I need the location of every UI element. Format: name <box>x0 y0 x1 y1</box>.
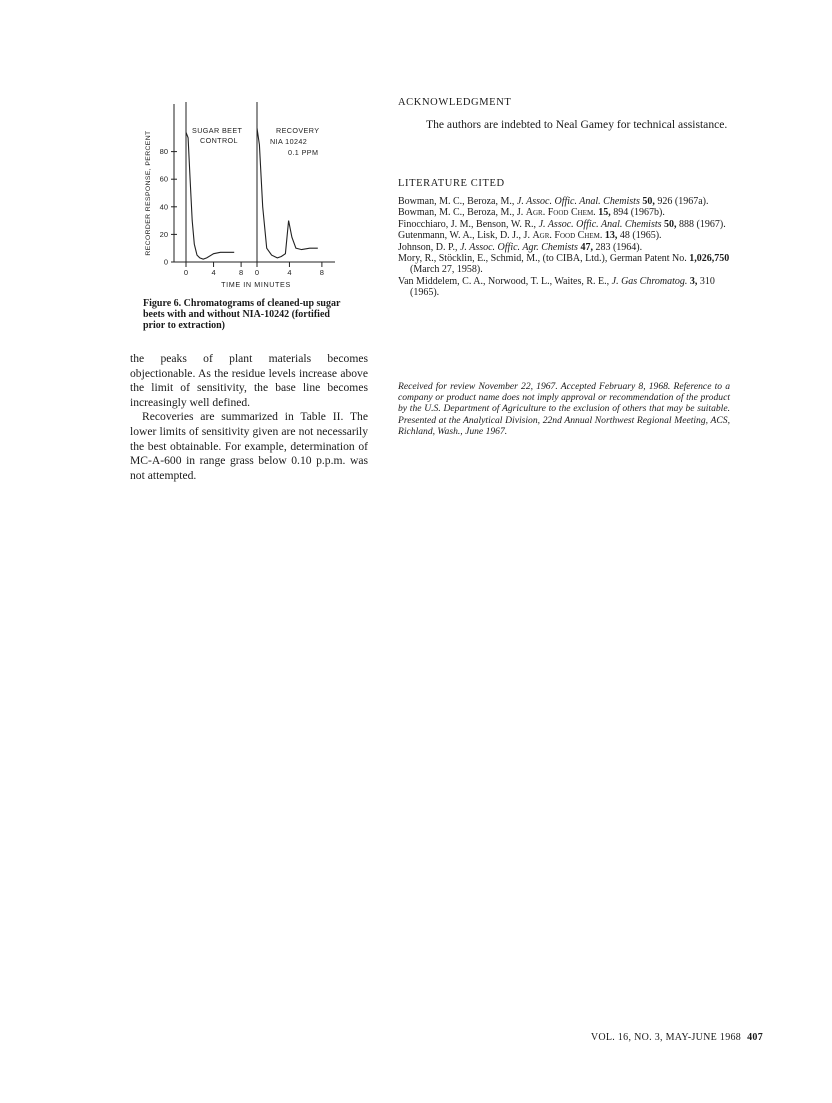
reference-journal: J. Assoc. Offic. Anal. Chemists <box>538 218 665 230</box>
page-number: 407 <box>747 1032 763 1043</box>
figure-caption-text: Chromatograms of cleaned-up sugar beets with and without NIA-10242 (fortified prior to extraction) <box>143 298 341 331</box>
x-tick-label: 0 <box>254 268 260 277</box>
x-tick-label: 8 <box>239 268 244 277</box>
reference-authors: Van Middelem, C. A., Norwood, T. L., Waites, R. E., <box>398 275 612 287</box>
reference-journal: Agr. Food Chem. <box>532 230 605 242</box>
y-axis-label: RECORDER RESPONSE, PERCENT <box>145 130 152 256</box>
figure-caption <box>143 298 353 331</box>
y-tick-label: 60 <box>159 174 168 184</box>
reference-item <box>398 207 730 218</box>
body-paragraph-2: Recoveries are summarized in Table II. The lower limits of sensitivity given are not necessarily the best obtainable. For example, determination of MC-A-600 in range grass below 0.10 p.p.m. was not attempted. <box>130 410 368 482</box>
reference-pages: 48 (1965). <box>617 230 662 242</box>
x-tick-label: 4 <box>287 268 292 277</box>
reference-authors: Bowman, M. C., Beroza, M., <box>398 196 517 207</box>
reference-item <box>398 253 730 276</box>
reference-volume: 15, <box>598 207 611 219</box>
reference-pages: 310 (1965). <box>410 275 715 299</box>
reference-authors: Mory, R., Stöcklin, E., Schmid, M., (to CIBA, Ltd.), German Patent No. <box>398 253 690 265</box>
x-tick-label: 0 <box>183 268 189 277</box>
reference-volume: 3, <box>689 275 698 287</box>
body-paragraph-1: the peaks of plant materials becomes objectionable. As the residue levels increase above the limit of sensitivity, the base line becomes increasingly well defined. <box>130 352 368 409</box>
y-tick-label: 40 <box>159 202 168 212</box>
reference-journal: J. Gas Chromatog. <box>611 275 690 287</box>
y-tick-label: 0 <box>163 257 168 267</box>
literature-heading: LITERATURE CITED <box>398 178 505 189</box>
reference-pages: (March 27, 1958). <box>410 264 483 276</box>
annotation-recovery: RECOVERY <box>276 126 320 135</box>
annotation-recovery: NIA 10242 <box>270 137 308 146</box>
reference-item <box>398 230 730 241</box>
reference-volume: 13, <box>604 230 618 242</box>
annotation-control: CONTROL <box>200 136 238 145</box>
reference-volume: 50, <box>664 218 677 230</box>
figure-caption-label: Figure 6. <box>143 298 182 309</box>
chromatogram-figure <box>130 96 360 296</box>
reference-journal: J. Assoc. Offic. Anal. Chemists <box>516 196 643 207</box>
reference-authors: Johnson, D. P., <box>398 241 460 253</box>
reference-volume: 50, <box>642 196 655 207</box>
reference-item <box>398 242 730 253</box>
annotation-recovery: 0.1 PPM <box>288 148 319 157</box>
journal-issue: VOL. 16, NO. 3, MAY-JUNE 1968 <box>590 1032 742 1043</box>
reference-pages: 283 (1964). <box>592 241 643 253</box>
received-note: Received for review November 22, 1967. Accepted February 8, 1968. Reference to a company or product name does not imply approval or recommendation of the product by the U.S. Department of Agriculture to the exclusion of others that may be suitable. Presented at the Analytical Division, 22nd Annual Northwest Regional Meeting, ACS, Richland, Wash., June 1967. <box>398 381 730 437</box>
reference-journal: Agr. Food Chem. <box>525 207 599 219</box>
trace-sugar-beet-control <box>186 132 234 259</box>
reference-authors: Gutenmann, W. A., Lisk, D. J., J. <box>398 230 533 242</box>
annotation-control: SUGAR BEET <box>192 126 243 135</box>
acknowledgment-heading: ACKNOWLEDGMENT <box>398 97 512 108</box>
reference-pages: 894 (1967b). <box>610 207 665 219</box>
reference-pages: 926 (1967a). <box>654 196 709 207</box>
reference-list <box>398 196 730 299</box>
reference-pages: 888 (1967). <box>676 218 726 230</box>
reference-volume: 47, <box>580 241 593 253</box>
reference-item <box>398 276 730 299</box>
reference-authors: Finocchiaro, J. M., Benson, W. R., <box>398 218 539 230</box>
x-tick-label: 4 <box>211 268 216 277</box>
y-tick-label: 20 <box>159 229 168 239</box>
reference-authors: Bowman, M. C., Beroza, M., J. <box>398 207 526 219</box>
x-tick-label: 8 <box>319 268 324 277</box>
left-column-text <box>130 352 368 483</box>
reference-journal: J. Assoc. Offic. Agr. Chemists <box>459 241 581 253</box>
reference-item <box>398 219 730 230</box>
x-axis-label: TIME IN MINUTES <box>221 280 291 289</box>
reference-volume: 1,026,750 <box>689 253 730 265</box>
reference-item <box>398 196 730 207</box>
y-tick-label: 80 <box>159 147 168 157</box>
page-footer <box>553 1032 763 1043</box>
chromatogram-plot <box>130 96 360 296</box>
acknowledgment-text: The authors are indebted to Neal Gamey for technical assistance. <box>426 118 728 131</box>
